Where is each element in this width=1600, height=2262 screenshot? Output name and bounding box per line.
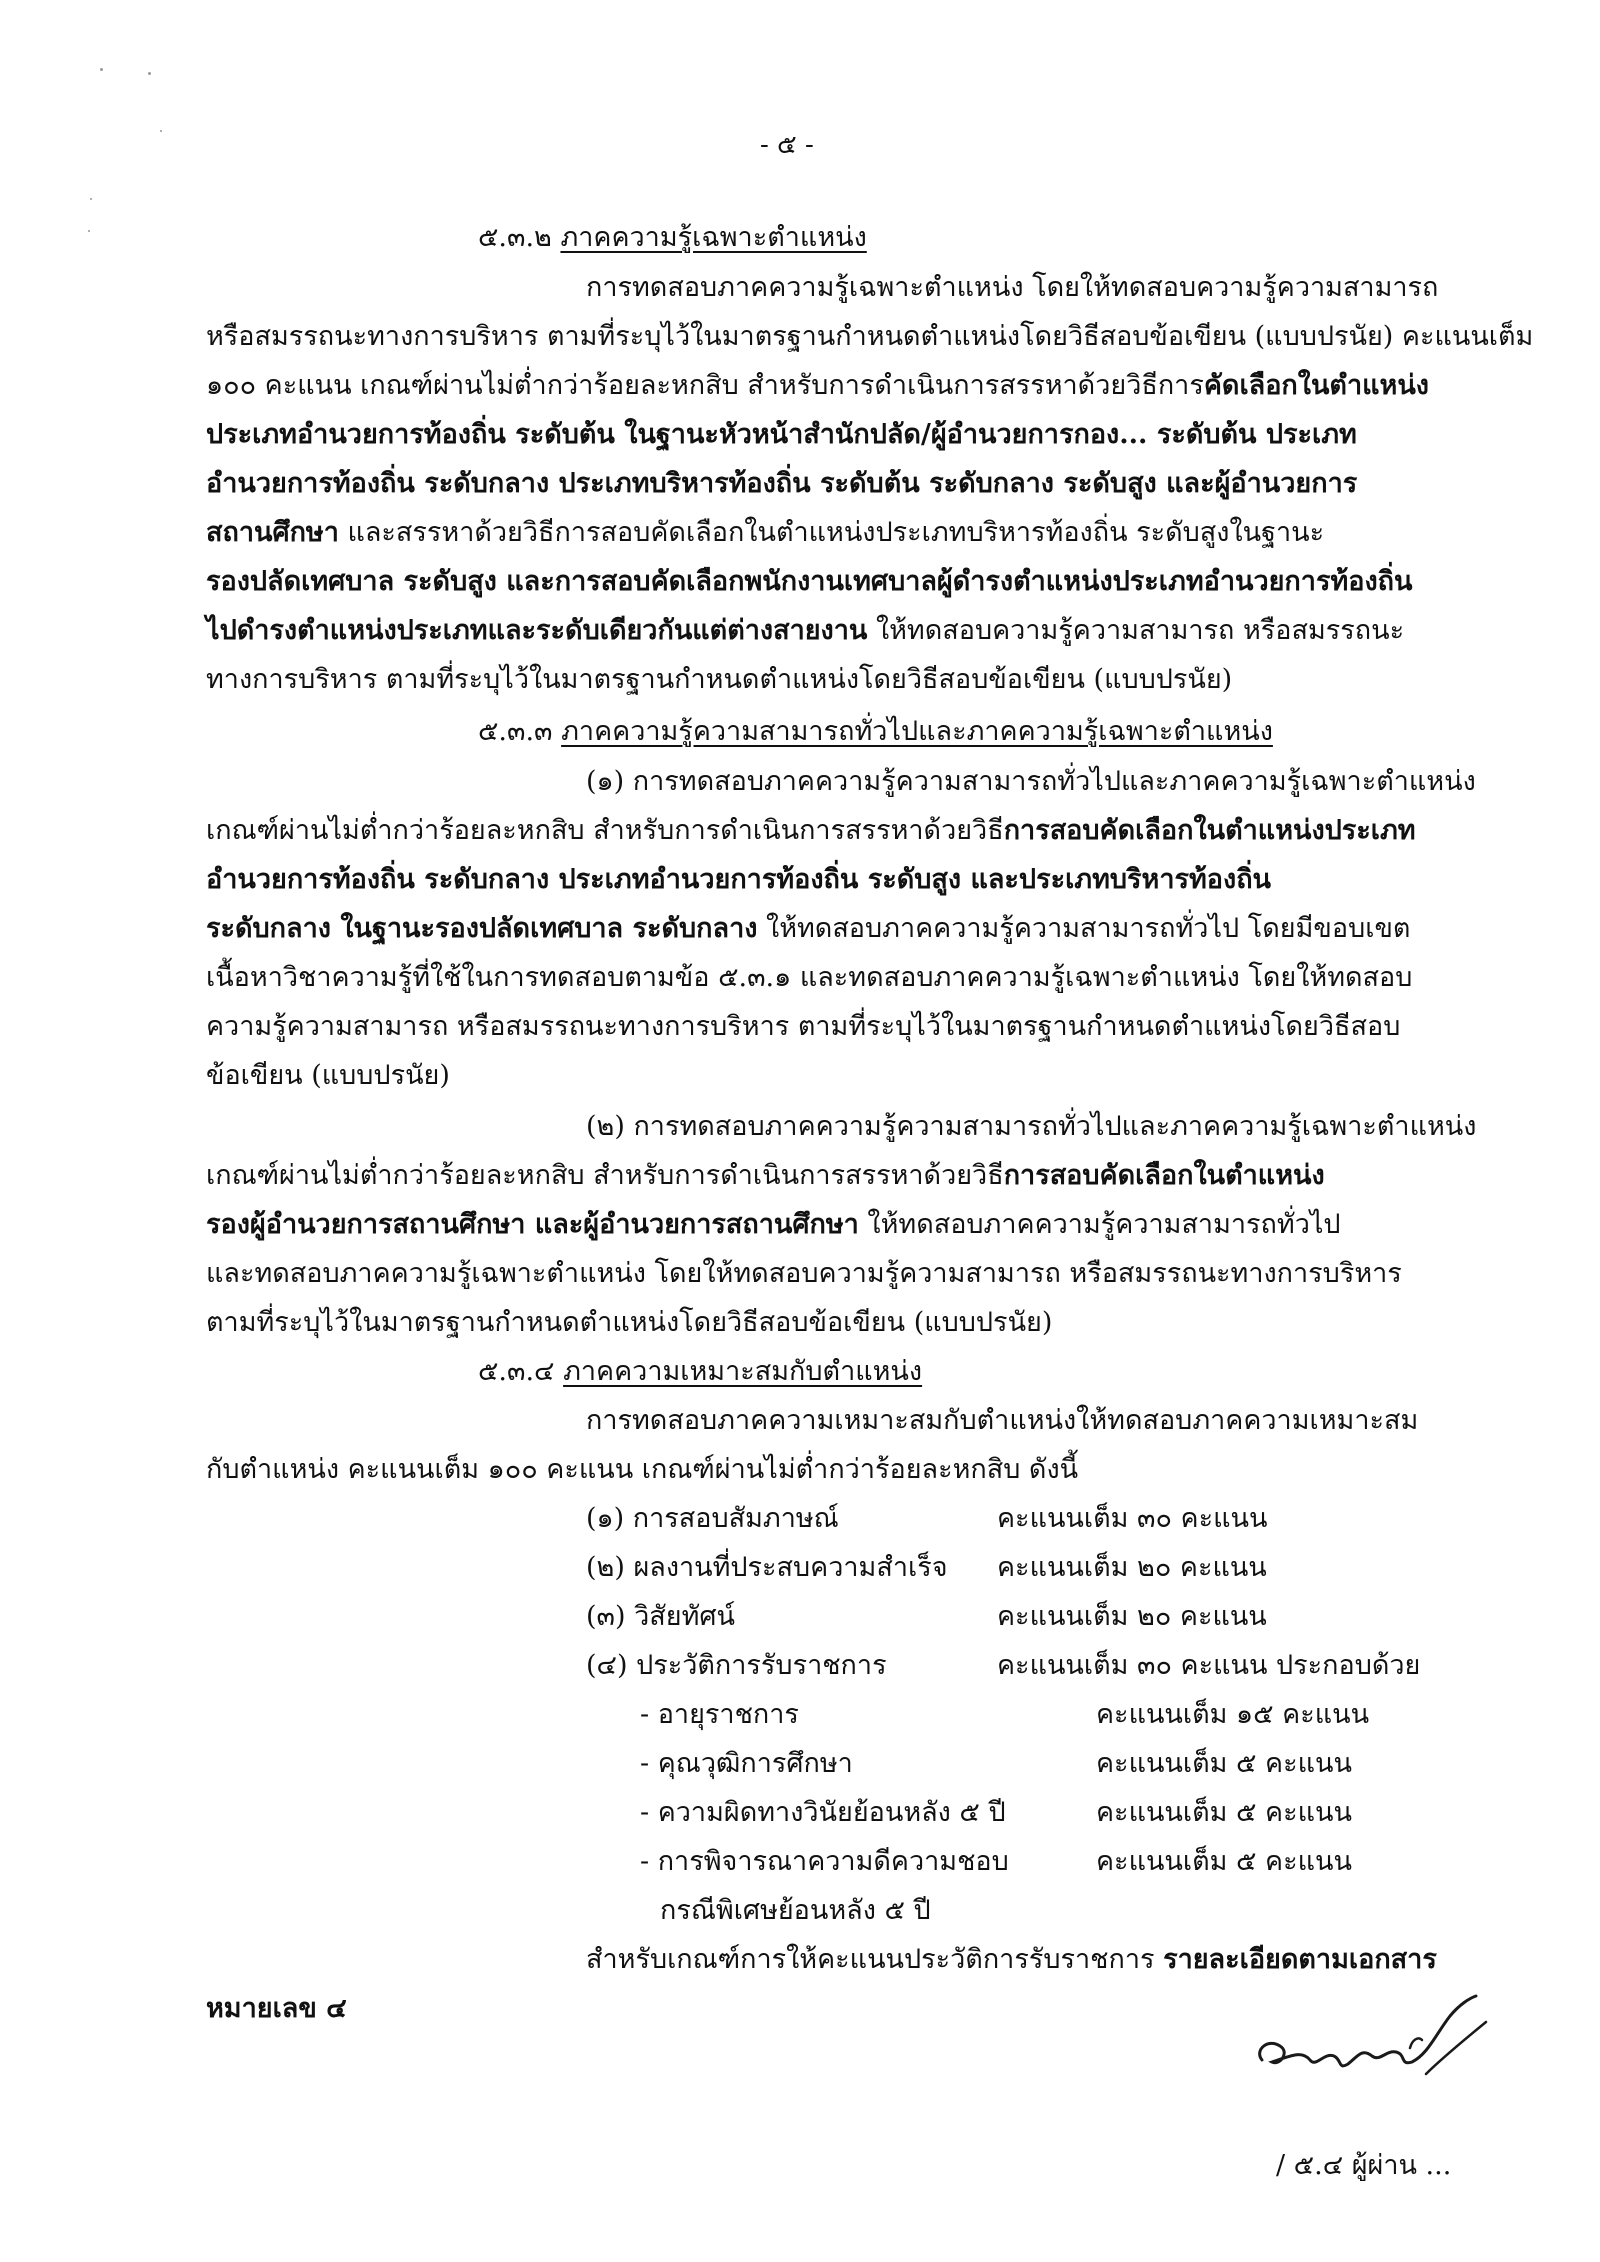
paragraph-line: อำนวยการท้องถิ่น ระดับกลาง ประเภทบริหารท้องถิ่น ระดับต้น ระดับกลาง ระดับสูง และผู้อำนวยการ <box>206 468 1358 499</box>
paragraph-line: ทางการบริหาร ตามที่ระบุไว้ในมาตรฐานกำหนดตำแหน่งโดยวิธีสอบข้อเขียน (แบบปรนัย) <box>206 664 1233 695</box>
section-heading-533: ๕.๓.๓ ภาคความรู้ความสามารถทั่วไปและภาคความรู้เฉพาะตำแหน่ง <box>478 716 1273 747</box>
scan-speck <box>88 230 90 232</box>
scan-speck <box>90 198 92 200</box>
paragraph-line: การทดสอบภาคความรู้เฉพาะตำแหน่ง โดยให้ทดสอบความรู้ความสามารถ <box>586 272 1439 303</box>
signature-image <box>1250 1990 1510 2110</box>
paragraph-line: ระดับกลาง ในฐานะรองปลัดเทศบาล ระดับกลาง ให้ทดสอบภาคความรู้ความสามารถทั่วไป โดยมีขอบเขต <box>206 913 1411 944</box>
score-item-label: (๒) ผลงานที่ประสบความสำเร็จ <box>586 1552 948 1583</box>
continuation-footer: / ๕.๔ ผู้ผ่าน ... <box>1276 2150 1452 2181</box>
page-number: - ๕ - <box>760 130 814 160</box>
scan-speck <box>148 72 151 75</box>
paragraph-line: กับตำแหน่ง คะแนนเต็ม ๑๐๐ คะแนน เกณฑ์ผ่านไม่ต่ำกว่าร้อยละหกสิบ ดังนี้ <box>206 1454 1079 1485</box>
paragraph-line: ๑๐๐ คะแนน เกณฑ์ผ่านไม่ต่ำกว่าร้อยละหกสิบ สำหรับการดำเนินการสรรหาด้วยวิธีการคัดเลือกในตำแหน่ง <box>206 370 1429 401</box>
score-item-label: (๓) วิสัยทัศน์ <box>586 1601 735 1632</box>
score-subitem-value: คะแนนเต็ม ๕ คะแนน <box>1096 1748 1352 1779</box>
score-subitem-continuation: กรณีพิเศษย้อนหลัง ๕ ปี <box>660 1895 931 1926</box>
paragraph-line: เนื้อหาวิชาความรู้ที่ใช้ในการทดสอบตามข้อ ๕.๓.๑ และทดสอบภาคความรู้เฉพาะตำแหน่ง โดยให้ทดสอบ <box>206 962 1413 993</box>
attachment-number: หมายเลข ๔ <box>206 1993 347 2024</box>
section-heading-534: ๕.๓.๔ ภาคความเหมาะสมกับตำแหน่ง <box>478 1356 923 1387</box>
paragraph-line: ประเภทอำนวยการท้องถิ่น ระดับต้น ในฐานะหัวหน้าสำนักปลัด/ผู้อำนวยการกอง... ระดับต้น ประเภท <box>206 419 1357 450</box>
paragraph-line: หรือสมรรถนะทางการบริหาร ตามที่ระบุไว้ในมาตรฐานกำหนดตำแหน่งโดยวิธีสอบข้อเขียน (แบบปรนัย) คะแนนเต็ม <box>206 321 1534 352</box>
score-item-label: (๑) การสอบสัมภาษณ์ <box>586 1503 839 1534</box>
score-subitem-value: คะแนนเต็ม ๕ คะแนน <box>1096 1797 1352 1828</box>
paragraph-line: (๑) การทดสอบภาคความรู้ความสามารถทั่วไปและภาคความรู้เฉพาะตำแหน่ง <box>586 766 1476 797</box>
paragraph-line: อำนวยการท้องถิ่น ระดับกลาง ประเภทอำนวยการท้องถิ่น ระดับสูง และประเภทบริหารท้องถิ่น <box>206 864 1271 895</box>
score-subitem-label: - คุณวุฒิการศึกษา <box>640 1748 853 1779</box>
scan-speck <box>100 68 103 71</box>
score-item-value: คะแนนเต็ม ๒๐ คะแนน <box>997 1552 1267 1583</box>
score-item-label: (๔) ประวัติการรับราชการ <box>586 1650 887 1681</box>
score-item-value: คะแนนเต็ม ๓๐ คะแนน ประกอบด้วย <box>997 1650 1421 1681</box>
score-subitem-value: คะแนนเต็ม ๑๕ คะแนน <box>1096 1699 1370 1730</box>
paragraph-line: รองปลัดเทศบาล ระดับสูง และการสอบคัดเลือกพนักงานเทศบาลผู้ดำรงตำแหน่งประเภทอำนวยการท้องถิ่น <box>206 566 1413 597</box>
paragraph-line: เกณฑ์ผ่านไม่ต่ำกว่าร้อยละหกสิบ สำหรับการดำเนินการสรรหาด้วยวิธีการสอบคัดเลือกในตำแหน่ง <box>206 1160 1325 1191</box>
score-item-value: คะแนนเต็ม ๓๐ คะแนน <box>997 1503 1268 1534</box>
paragraph-line: ตามที่ระบุไว้ในมาตรฐานกำหนดตำแหน่งโดยวิธีสอบข้อเขียน (แบบปรนัย) <box>206 1307 1053 1338</box>
section-heading-532: ๕.๓.๒ ภาคความรู้เฉพาะตำแหน่ง <box>478 222 867 253</box>
paragraph-line: สถานศึกษา และสรรหาด้วยวิธีการสอบคัดเลือกในตำแหน่งประเภทบริหารท้องถิ่น ระดับสูงในฐานะ <box>206 517 1325 548</box>
criteria-note: สำหรับเกณฑ์การให้คะแนนประวัติการรับราชการ รายละเอียดตามเอกสาร <box>586 1944 1437 1975</box>
paragraph-line: ความรู้ความสามารถ หรือสมรรถนะทางการบริหาร ตามที่ระบุไว้ในมาตรฐานกำหนดตำแหน่งโดยวิธีสอบ <box>206 1011 1401 1042</box>
paragraph-line: เกณฑ์ผ่านไม่ต่ำกว่าร้อยละหกสิบ สำหรับการดำเนินการสรรหาด้วยวิธีการสอบคัดเลือกในตำแหน่งประเภท <box>206 815 1416 846</box>
score-subitem-label: - อายุราชการ <box>640 1699 799 1730</box>
paragraph-line: ข้อเขียน (แบบปรนัย) <box>206 1060 450 1091</box>
score-subitem-value: คะแนนเต็ม ๕ คะแนน <box>1096 1846 1352 1877</box>
paragraph-line: ไปดำรงตำแหน่งประเภทและระดับเดียวกันแต่ต่างสายงาน ให้ทดสอบความรู้ความสามารถ หรือสมรรถนะ <box>206 615 1405 646</box>
score-item-value: คะแนนเต็ม ๒๐ คะแนน <box>997 1601 1267 1632</box>
scan-speck <box>160 130 162 132</box>
paragraph-line: รองผู้อำนวยการสถานศึกษา และผู้อำนวยการสถานศึกษา ให้ทดสอบภาคความรู้ความสามารถทั่วไป <box>206 1209 1341 1240</box>
score-subitem-label: - การพิจารณาความดีความชอบ <box>640 1846 1009 1877</box>
paragraph-line: (๒) การทดสอบภาคความรู้ความสามารถทั่วไปและภาคความรู้เฉพาะตำแหน่ง <box>586 1111 1477 1142</box>
paragraph-line: และทดสอบภาคความรู้เฉพาะตำแหน่ง โดยให้ทดสอบความรู้ความสามารถ หรือสมรรถนะทางการบริหาร <box>206 1258 1402 1289</box>
paragraph-line: การทดสอบภาคความเหมาะสมกับตำแหน่งให้ทดสอบภาคความเหมาะสม <box>586 1405 1419 1436</box>
score-subitem-label: - ความผิดทางวินัยย้อนหลัง ๕ ปี <box>640 1797 1006 1828</box>
